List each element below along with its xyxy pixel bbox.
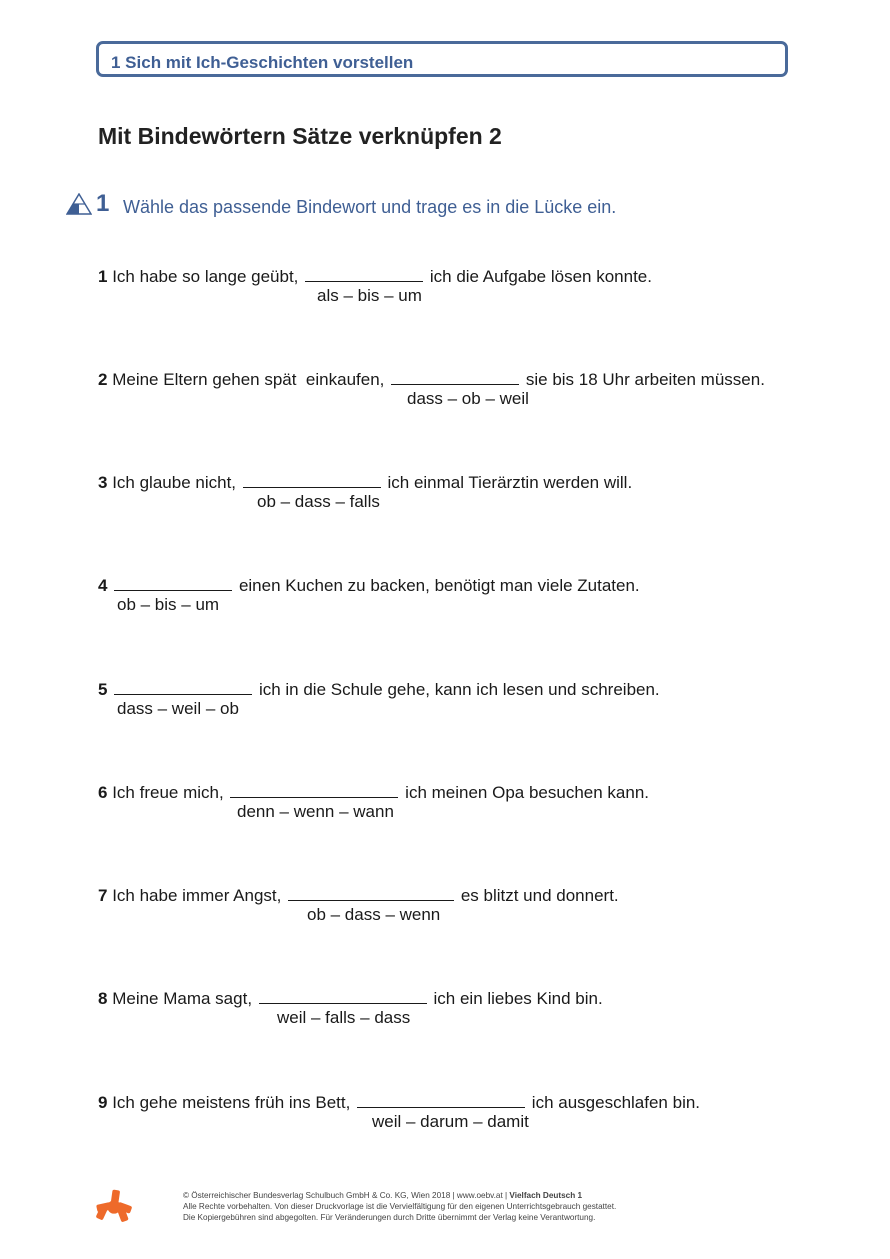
exercise-item <box>98 987 818 1047</box>
exercise-item <box>98 574 818 634</box>
answer-blank[interactable] <box>243 471 381 488</box>
chapter-title: 1 Sich mit Ich-Geschichten vorstellen <box>111 53 414 72</box>
word-options: weil – darum – damit <box>372 1112 529 1131</box>
exercise-number: 7 <box>98 886 108 905</box>
sentence-before: Ich gehe meistens früh ins Bett, <box>112 1093 351 1112</box>
sentence-after: ich meinen Opa besuchen kann. <box>405 783 649 802</box>
exercise-item <box>98 678 818 738</box>
exercise-item <box>98 265 818 325</box>
footer-copyright <box>183 1190 616 1223</box>
word-options: dass – weil – ob <box>117 699 239 718</box>
footer-line-3: Die Kopiergebühren sind abgegolten. Für Veränderungen durch Dritte übernimmt der Verlag keine Verantwortung. <box>183 1213 596 1222</box>
exercise-number: 4 <box>98 576 108 595</box>
exercise-sentence <box>98 678 660 700</box>
exercise-sentence <box>98 987 603 1009</box>
sentence-before: Meine Eltern gehen spät einkaufen, <box>112 370 385 389</box>
sentence-after: es blitzt und donnert. <box>460 886 619 905</box>
exercise-number: 9 <box>98 1093 108 1112</box>
exercise-sentence <box>98 574 640 596</box>
word-options: ob – bis – um <box>117 595 220 614</box>
exercise-sentence <box>98 265 652 287</box>
answer-blank[interactable] <box>305 265 423 282</box>
difficulty-triangle-icon <box>66 193 92 215</box>
exercise-number: 5 <box>98 680 108 699</box>
exercise-number: 3 <box>98 473 108 492</box>
exercise-sentence <box>98 781 649 803</box>
sentence-after: sie bis 18 Uhr arbeiten müssen. <box>525 370 765 389</box>
sentence-after: ich die Aufgabe lösen konnte. <box>429 267 652 286</box>
exercise-item <box>98 884 818 944</box>
exercise-sentence <box>98 1091 700 1113</box>
footer-book-title: Vielfach Deutsch 1 <box>509 1191 583 1200</box>
exercise-number: 1 <box>98 267 108 286</box>
sentence-before: Meine Mama sagt, <box>112 989 253 1008</box>
oebv-star-logo <box>95 1188 133 1226</box>
exercise-item <box>98 471 818 531</box>
answer-blank[interactable] <box>230 781 398 798</box>
sentence-after: ich einmal Tierärztin werden will. <box>387 473 633 492</box>
answer-blank[interactable] <box>288 884 454 901</box>
exercise-item <box>98 781 818 841</box>
answer-blank[interactable] <box>114 574 232 591</box>
chapter-header <box>96 41 788 77</box>
sentence-before: Ich glaube nicht, <box>112 473 237 492</box>
word-options: ob – dass – falls <box>257 492 380 511</box>
answer-blank[interactable] <box>391 368 519 385</box>
exercise-item <box>98 1091 818 1151</box>
exercise-sentence <box>98 471 632 493</box>
sentence-after: ich in die Schule gehe, kann ich lesen und schreiben. <box>258 680 660 699</box>
answer-blank[interactable] <box>114 678 252 695</box>
exercise-sentence <box>98 884 619 906</box>
footer-line-2: Alle Rechte vorbehalten. Von dieser Druckvorlage ist die Vervielfältigung für den eigenen Unterrichtsgebrauch gestattet. <box>183 1202 617 1211</box>
exercise-number: 6 <box>98 783 108 802</box>
task-instruction: Wähle das passende Bindewort und trage es in die Lücke ein. <box>123 197 617 217</box>
exercise-item <box>98 368 818 428</box>
exercise-number: 2 <box>98 370 108 389</box>
word-options: denn – wenn – wann <box>237 802 394 821</box>
sentence-after: einen Kuchen zu backen, benötigt man viele Zutaten. <box>238 576 640 595</box>
sentence-before: Ich habe immer Angst, <box>112 886 282 905</box>
sentence-after: ich ein liebes Kind bin. <box>433 989 603 1008</box>
word-options: ob – dass – wenn <box>307 905 441 924</box>
footer-line-1 <box>183 1190 616 1201</box>
word-options: weil – falls – dass <box>277 1008 411 1027</box>
exercise-sentence <box>98 368 765 390</box>
word-options: als – bis – um <box>317 286 422 305</box>
footer-line-1-text: © Österreichischer Bundesverlag Schulbuch GmbH & Co. KG, Wien 2018 | www.oebv.at | <box>183 1191 510 1200</box>
answer-blank[interactable] <box>357 1091 525 1108</box>
answer-blank[interactable] <box>259 987 427 1004</box>
task-number: 1 <box>96 190 110 217</box>
sentence-before: Ich freue mich, <box>112 783 224 802</box>
sentence-before: Ich habe so lange geübt, <box>112 267 299 286</box>
exercise-number: 8 <box>98 989 108 1008</box>
page-title: Mit Bindewörtern Sätze verknüpfen 2 <box>98 123 502 149</box>
sentence-after: ich ausgeschlafen bin. <box>531 1093 701 1112</box>
word-options: dass – ob – weil <box>407 389 529 408</box>
